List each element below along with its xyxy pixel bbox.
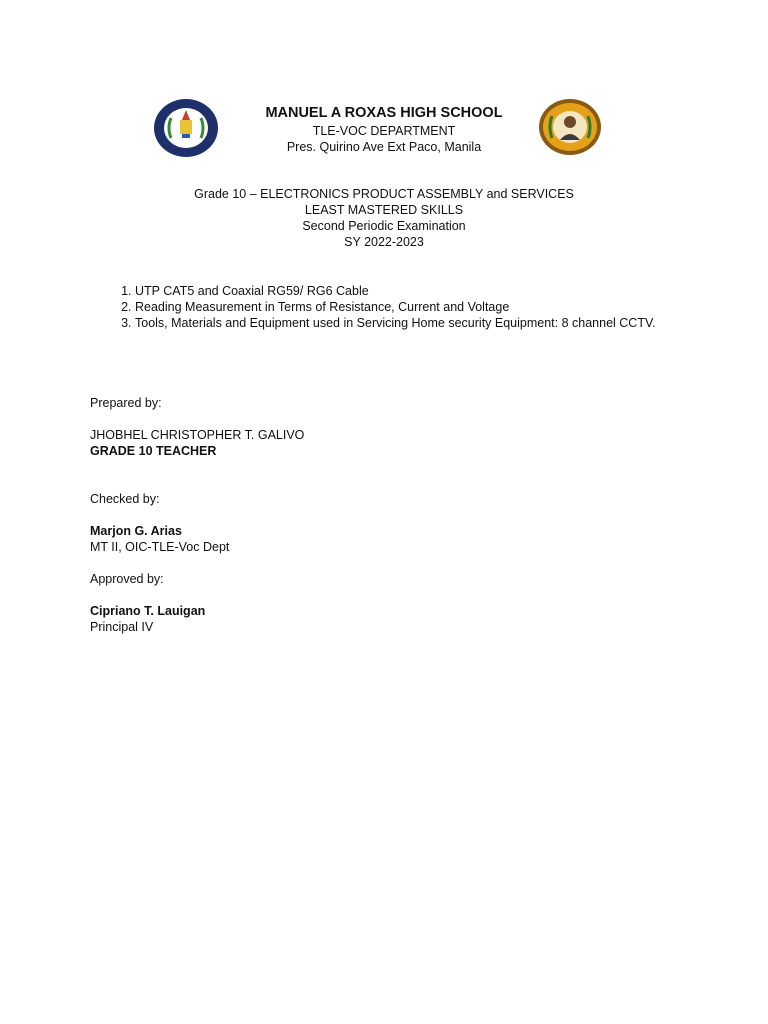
- checked-by-label: Checked by:: [90, 492, 160, 506]
- prepared-by-title: GRADE 10 TEACHER: [90, 444, 217, 458]
- approved-by-title: Principal IV: [90, 620, 154, 634]
- checked-by-title: MT II, OIC-TLE-Voc Dept: [90, 540, 230, 554]
- department-name: TLE-VOC DEPARTMENT: [312, 124, 456, 138]
- approved-by-label: Approved by:: [90, 572, 164, 586]
- prepared-by-name: JHOBHEL CHRISTOPHER T. GALIVO: [90, 428, 305, 442]
- school-name: MANUEL A ROXAS HIGH SCHOOL: [265, 105, 503, 121]
- list-item: 1. UTP CAT5 and Coaxial RG59/ RG6 Cable: [135, 283, 735, 299]
- list-item: 2. Reading Measurement in Terms of Resistance, Current and Voltage: [135, 299, 735, 315]
- school-address: Pres. Quirino Ave Ext Paco, Manila: [286, 140, 482, 154]
- skills-list: [90, 283, 735, 331]
- exam-name: Second Periodic Examination: [302, 219, 466, 233]
- school-year: SY 2022-2023: [344, 235, 424, 249]
- prepared-by-label: Prepared by:: [90, 396, 162, 410]
- list-item: 3. Tools, Materials and Equipment used in Servicing Home security Equipment: 8 channel CCTV.: [135, 315, 735, 331]
- approved-by-name: Cipriano T. Lauigan: [90, 604, 206, 618]
- checked-by-name: Marjon G. Arias: [90, 524, 182, 538]
- doc-heading: LEAST MASTERED SKILLS: [304, 203, 464, 217]
- subject-title: Grade 10 – ELECTRONICS PRODUCT ASSEMBLY and SERVICES: [194, 187, 574, 201]
